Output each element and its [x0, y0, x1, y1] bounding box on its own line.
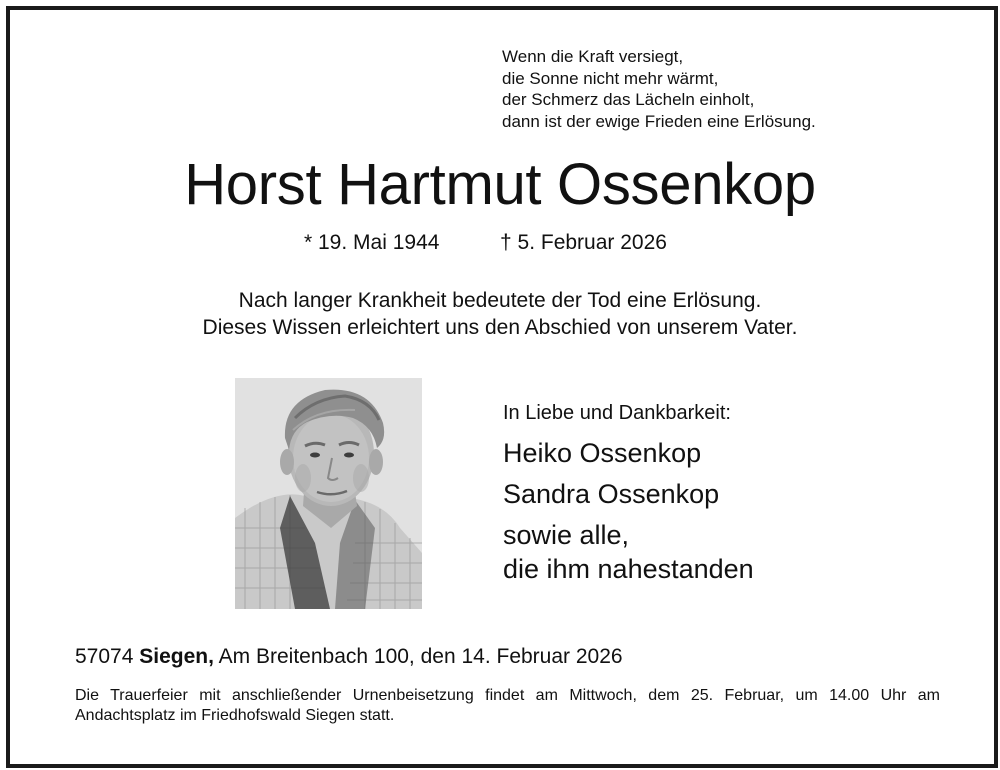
- poem: [502, 46, 816, 132]
- poem-line: dann ist der ewige Frieden eine Erlösung.: [502, 111, 816, 131]
- portrait-photo: [235, 378, 422, 609]
- place-date-line: [75, 645, 623, 669]
- mourner-name: Heiko Ossenkop: [503, 438, 702, 468]
- birth-date: * 19. Mai 1944: [304, 231, 440, 254]
- funeral-notice-text: Die Trauerfeier mit anschließender Urnenbeisetzung findet am Mittwoch, dem 25. Februar, um 14.00 Uhr am Andachtsplatz im Friedhofswald Siegen statt.: [75, 687, 940, 724]
- death-date: † 5. Februar 2026: [500, 231, 667, 254]
- address-date: Am Breitenbach 100, den 14. Februar 2026: [218, 645, 623, 668]
- deceased-name: Horst Hartmut Ossenkop: [184, 152, 816, 217]
- mourners-others-line: sowie alle,: [503, 520, 630, 550]
- poem-line: die Sonne nicht mehr wärmt,: [502, 68, 719, 88]
- postal-code: 57074: [75, 645, 134, 668]
- mourner-name: Sandra Ossenkop: [503, 479, 720, 509]
- mourners-list: [503, 436, 754, 586]
- poem-line: Wenn die Kraft versiegt,: [502, 47, 684, 66]
- intro-line: Nach langer Krankheit bedeutete der Tod eine Erlösung.: [238, 289, 762, 312]
- mourners-others-line: die ihm nahestanden: [503, 554, 754, 584]
- intro-line: Dieses Wissen erleichtert uns den Abschied von unserem Vater.: [202, 316, 798, 339]
- intro-text: [0, 287, 1000, 341]
- mourners-heading: In Liebe und Dankbarkeit:: [503, 402, 731, 424]
- poem-line: der Schmerz das Lächeln einholt,: [502, 90, 755, 109]
- portrait-illustration: [235, 378, 422, 609]
- city: Siegen,: [139, 645, 214, 668]
